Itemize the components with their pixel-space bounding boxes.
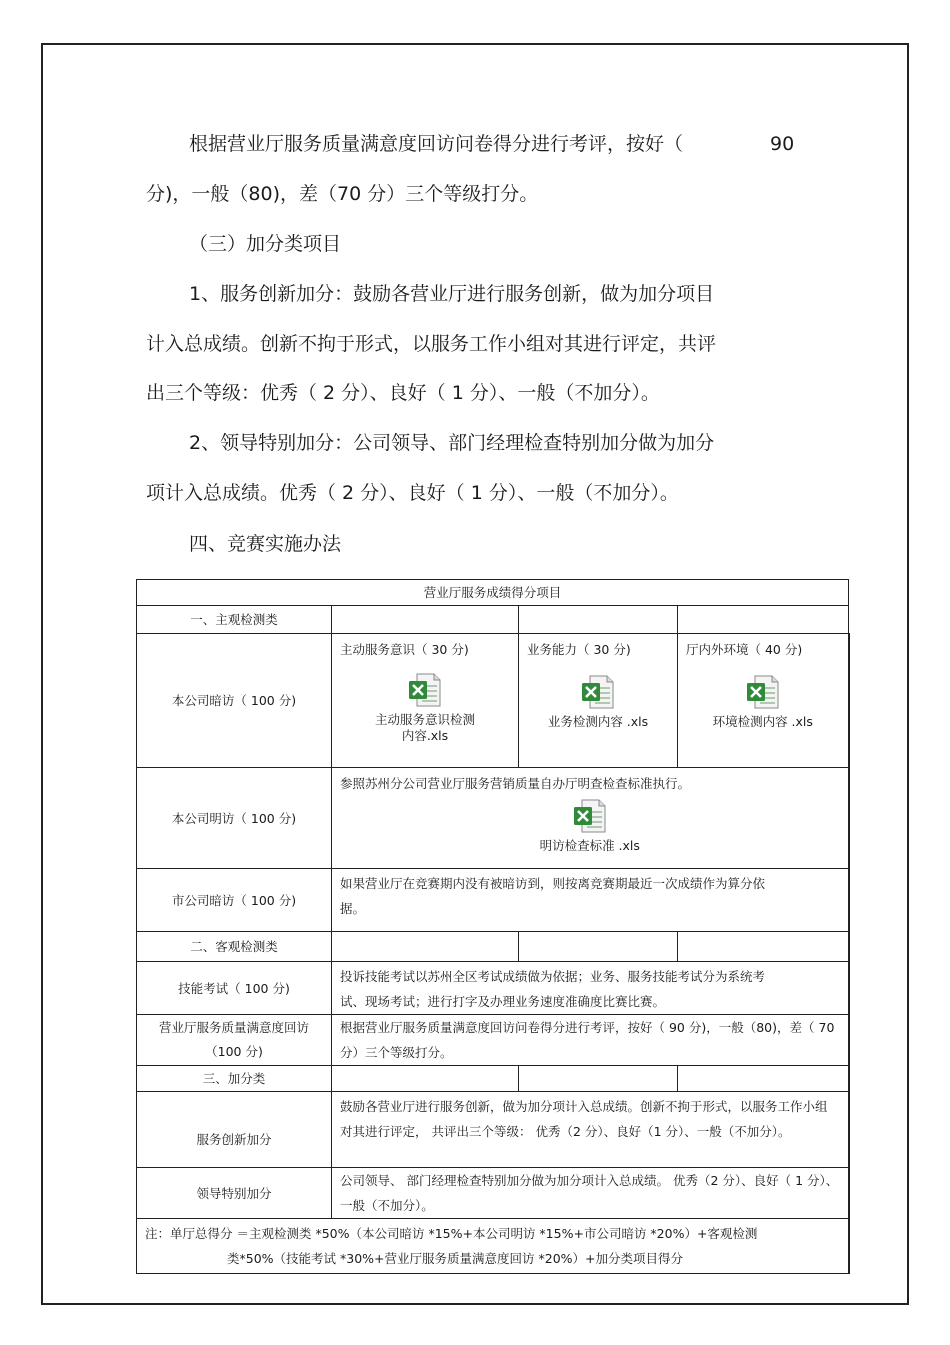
empty-cell bbox=[678, 606, 849, 634]
criteria-cell bbox=[519, 634, 678, 768]
paragraph-line: 项计入总成绩。优秀（ 2 分）、良好（ 1 分）、一般（不加分）。 bbox=[146, 482, 679, 504]
attachment-name: 环境检测内容 .xls bbox=[712, 714, 813, 729]
excel-file-icon bbox=[573, 798, 607, 834]
score-table bbox=[136, 579, 850, 1274]
paragraph-line: 1、服务创新加分：鼓励各营业厅进行服务创新，做为加分项目 bbox=[189, 283, 715, 305]
section-heading: （三）加分类项目 bbox=[189, 233, 342, 255]
empty-cell bbox=[678, 932, 849, 962]
row-label: 本公司暗访（ 100 分) bbox=[137, 634, 332, 768]
excel-file-icon bbox=[581, 674, 615, 710]
criteria-cell bbox=[678, 634, 849, 768]
empty-cell bbox=[519, 1066, 678, 1092]
criteria-title: 主动服务意识（ 30 分) bbox=[340, 642, 469, 657]
description-cell bbox=[332, 1168, 849, 1219]
note-line: 注：单厅总得分 ＝主观检测类 *50%（本公司暗访 *15%+本公司明访 *15%+市公司暗访 *20%）+客观检测 bbox=[145, 1226, 758, 1241]
paragraph-line: 出三个等级：优秀（ 2 分）、良好（ 1 分）、一般（不加分）。 bbox=[146, 382, 660, 404]
description-cell bbox=[332, 869, 849, 932]
excel-attachment[interactable] bbox=[340, 672, 510, 744]
row-label: 技能考试（ 100 分) bbox=[137, 962, 332, 1015]
row-label: 服务创新加分 bbox=[137, 1092, 332, 1168]
empty-cell bbox=[332, 932, 519, 962]
empty-cell bbox=[519, 932, 678, 962]
excel-file-icon bbox=[408, 672, 442, 708]
category-header: 二、客观检测类 bbox=[137, 932, 332, 962]
paragraph-line: 计入总成绩。创新不拘于形式，以服务工作小组对其进行评定，共评 bbox=[146, 333, 717, 355]
row-label: 领导特别加分 bbox=[137, 1168, 332, 1219]
description-cell bbox=[332, 1092, 849, 1168]
attachment-name: 业务检测内容 .xls bbox=[547, 714, 649, 729]
description-text: 如果营业厅在竞赛期内没有被暗访到，则按离竞赛期最近一次成绩作为算分依据。 bbox=[340, 876, 766, 916]
category-header: 一、主观检测类 bbox=[137, 606, 332, 634]
description-text: 公司领导、 部门经理检查特别加分做为加分项计入总成绩。 优秀（2 分）、良好（ 1 分）、一般（不加分）。 bbox=[340, 1173, 839, 1213]
paragraph-line: 2、领导特别加分：公司领导、部门经理检查特别加分做为加分 bbox=[189, 432, 715, 454]
criteria-title: 厅内外环境（ 40 分) bbox=[686, 642, 803, 657]
row-label: 市公司暗访（ 100 分) bbox=[137, 869, 332, 932]
paragraph-line: 根据营业厅服务质量满意度回访问卷得分进行考评，按好（ 90 bbox=[189, 133, 795, 155]
description-cell bbox=[332, 962, 849, 1015]
description-cell bbox=[332, 1015, 849, 1066]
section-heading: 四、竞赛实施办法 bbox=[189, 533, 342, 555]
empty-cell bbox=[519, 606, 678, 634]
attachment-name: 主动服务意识检测内容.xls bbox=[374, 712, 475, 743]
row-label: 本公司明访（ 100 分) bbox=[137, 768, 332, 869]
description-text: 投诉技能考试以苏州全区考试成绩做为依据；业务、服务技能考试分为系统考试、现场考试；进行打字及办理业务速度准确度比赛比赛。 bbox=[340, 969, 766, 1009]
paragraph-line: 分)，一般（80)，差（70 分）三个等级打分。 bbox=[146, 183, 539, 205]
excel-attachment[interactable] bbox=[686, 674, 840, 730]
note-line: 类*50%（技能考试 *30%+营业厅服务质量满意度回访 *20%）+加分类项目得分 bbox=[227, 1251, 683, 1266]
excel-file-icon bbox=[746, 674, 780, 710]
description-text: 根据营业厅服务质量满意度回访问卷得分进行考评，按好（ 90 分)，一般（80)，差（ 70 分）三个等级打分。 bbox=[340, 1020, 835, 1060]
criteria-cell bbox=[332, 634, 519, 768]
table-title: 营业厅服务成绩得分项目 bbox=[137, 580, 849, 606]
row-label: 营业厅服务质量满意度回访（100 分) bbox=[137, 1015, 332, 1066]
description-text: 鼓励各营业厅进行服务创新，做为加分项计入总成绩。创新不拘于形式，以服务工作小组对其进行评定， 共评出三个等级： 优秀（2 分）、良好（1 分）、一般（不加分）。 bbox=[340, 1099, 828, 1139]
excel-attachment[interactable] bbox=[527, 674, 669, 730]
criteria-title: 业务能力（ 30 分) bbox=[527, 642, 631, 657]
category-header: 三、加分类 bbox=[137, 1066, 332, 1092]
empty-cell bbox=[332, 1066, 519, 1092]
attachment-name: 明访检查标准 .xls bbox=[539, 838, 640, 853]
description-cell bbox=[332, 768, 849, 869]
empty-cell bbox=[332, 606, 519, 634]
empty-cell bbox=[678, 1066, 849, 1092]
formula-note bbox=[137, 1219, 849, 1274]
excel-attachment[interactable] bbox=[340, 798, 840, 854]
description-text: 参照苏州分公司营业厅服务营销质量自办厅明查检查标准执行。 bbox=[340, 776, 691, 791]
